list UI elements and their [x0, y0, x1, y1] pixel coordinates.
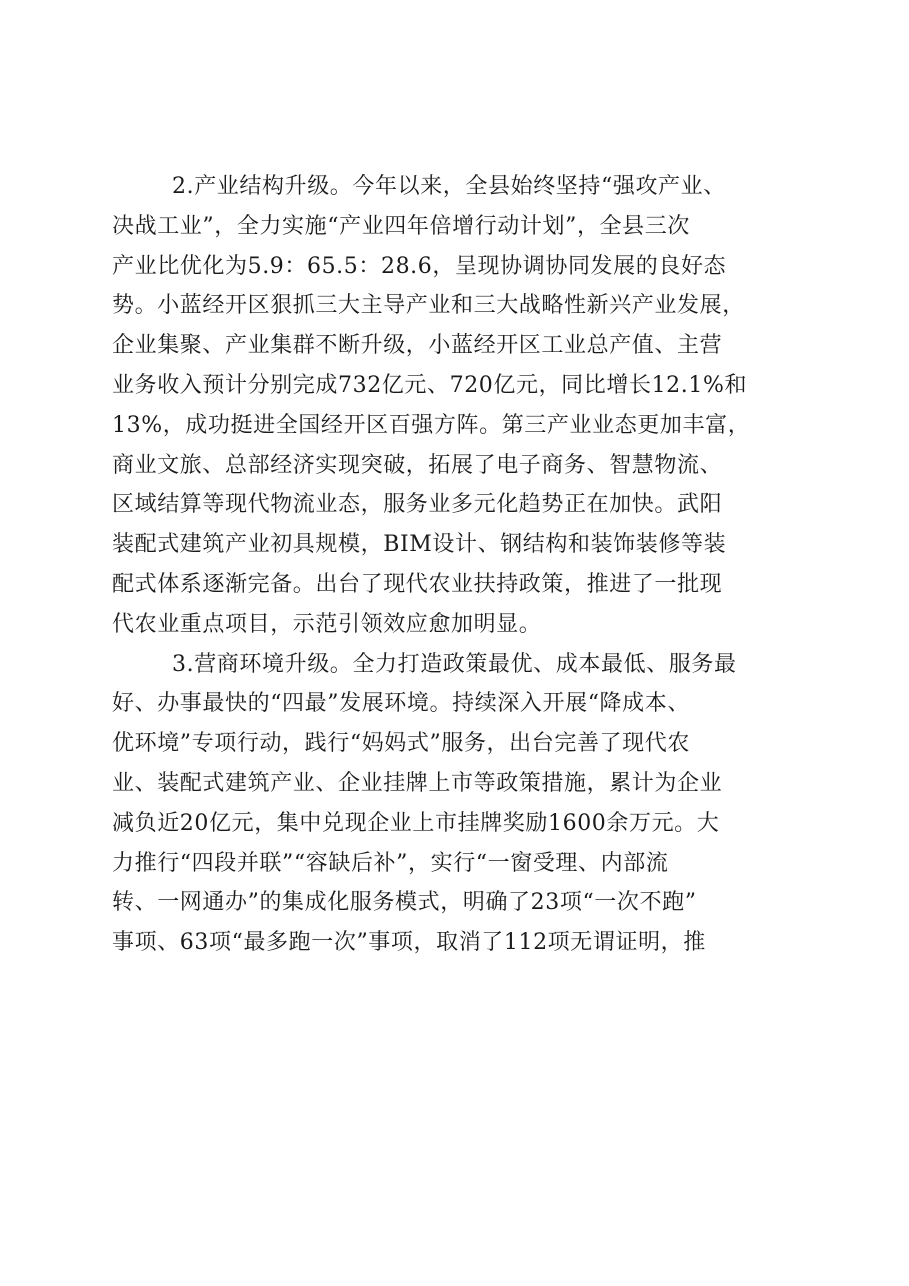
text-line: 商业文旅、总部经济实现突破，拓展了电子商务、智慧物流、	[112, 452, 723, 478]
document-body	[112, 167, 812, 963]
text-line: 装配式建筑产业初具规模，BIM设计、钢结构和装饰装修等装	[112, 532, 727, 558]
text-line: 好、办事最快的“四最”发展环境。持续深入开展“降成本、	[112, 691, 690, 717]
text-line: 3.营商环境升级。全力打造政策最优、成本最低、服务最	[172, 651, 737, 677]
text-line: 业务收入预计分别完成732亿元、720亿元，同比增长12.1%和	[112, 372, 748, 398]
text-line: 2.产业结构升级。今年以来，全县始终坚持“强攻产业、	[172, 174, 726, 199]
text-line: 力推行“四段并联”“容缺后补”，实行“一窗受理、内部流	[112, 850, 669, 876]
text-line: 事项、63项“最多跑一次”事项，取消了112项无谓证明，推	[112, 930, 706, 956]
text-line: 决战工业”，全力实施“产业四年倍增行动计划”，全县三次	[112, 213, 690, 239]
text-line: 优环境”专项行动，践行“妈妈式”服务，出台完善了现代农	[112, 731, 690, 757]
text-line: 减负近20亿元，集中兑现企业上市挂牌奖励1600余万元。大	[112, 810, 720, 836]
text-line: 势。小蓝经开区狠抓三大主导产业和三大战略性新兴产业发展，	[112, 293, 745, 319]
text-line: 13%，成功挺进全国经开区百强方阵。第三产业业态更加丰富，	[112, 412, 751, 438]
text-line: 区域结算等现代物流业态，服务业多元化趋势正在加快。武阳	[112, 492, 723, 518]
paragraph-industrial-structure-upgrade	[112, 167, 812, 645]
text-line: 转、一网通办”的集成化服务模式，明确了23项“一次不跑”	[112, 890, 697, 916]
paragraph-business-environment-upgrade	[112, 645, 812, 963]
text-line: 企业集聚、产业集群不断升级，小蓝经开区工业总产值、主营	[112, 333, 723, 359]
text-line: 配式体系逐渐完备。出台了现代农业扶持政策，推进了一批现	[112, 571, 723, 597]
text-line: 代农业重点项目，示范引领效应愈加明显。	[112, 611, 542, 637]
text-line: 业、装配式建筑产业、企业挂牌上市等政策措施，累计为企业	[112, 770, 723, 796]
text-line: 产业比优化为5.9：65.5：28.6，呈现协调协同发展的良好态	[112, 253, 727, 279]
